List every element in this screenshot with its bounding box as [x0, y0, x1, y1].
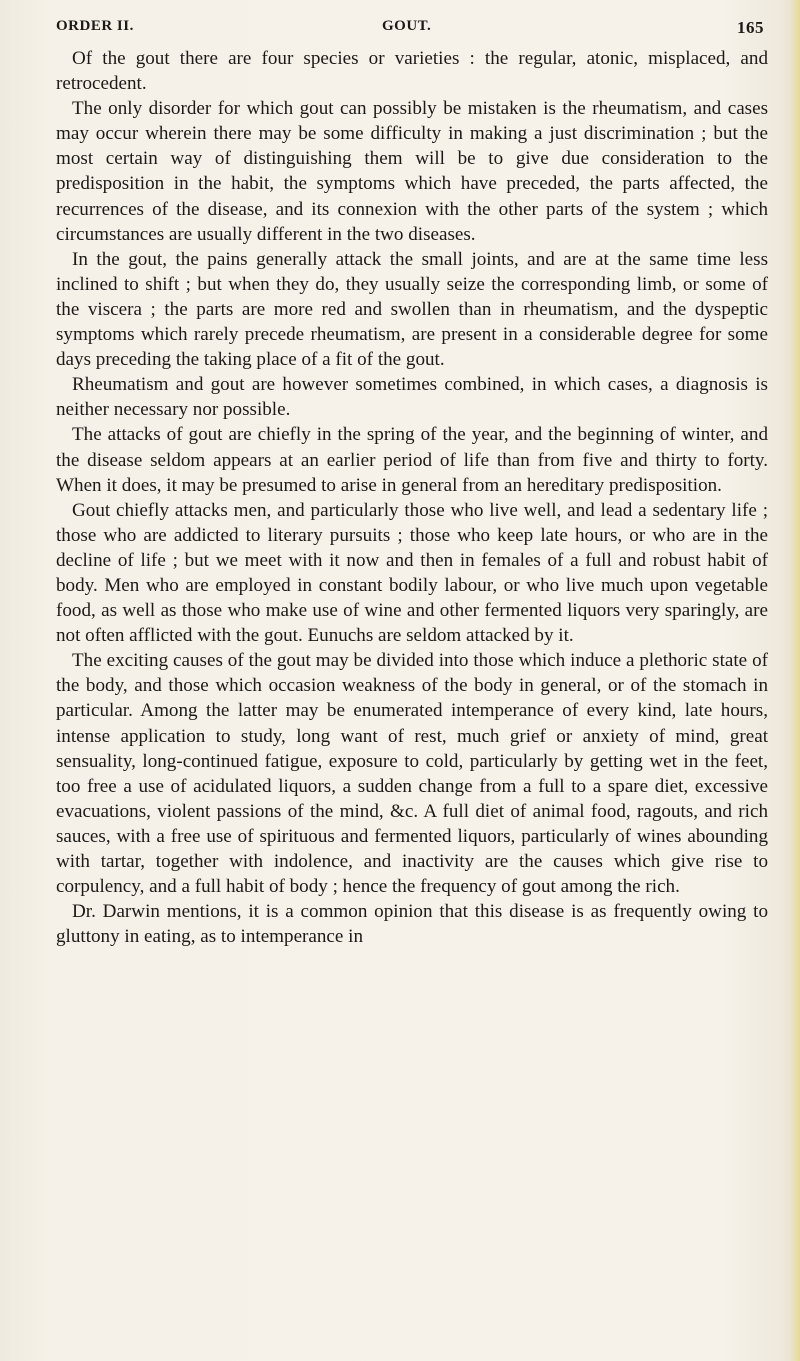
paragraph-darwin: Dr. Darwin mentions, it is a common opinion that this disease is as frequently owing to gluttony in eating, as to intemperance in: [56, 901, 768, 948]
paragraph-species: Of the gout there are four species or varieties : the regular, atonic, misplaced, and retrocedent.: [56, 48, 768, 95]
page-edge: [782, 0, 800, 1361]
paragraph-diagnosis: The only disorder for which gout can possibly be mistaken is the rheumatism, and cases may occur wherein there may be some difficulty in making a just discrimination ; but the most certain way of distinguishing them will be to give due consideration to the predisposition in the habit, the symptoms which have preceded, the parts affected, the recurrences of the disease, and its connexion with the other parts of the system ; which circumstances are usually different in the two diseases.: [56, 98, 768, 245]
paragraph-attacks: The attacks of gout are chiefly in the spring of the year, and the beginning of winter, and the disease seldom appears at an earlier period of life than from five and thirty to forty. When it does, it may be presumed to arise in general from an hereditary predisposition.: [56, 424, 768, 496]
header-title: GOUT.: [382, 18, 432, 34]
page-number: 165: [737, 18, 764, 37]
body-text: [56, 46, 768, 949]
paragraph-combined: Rheumatism and gout are however sometimes combined, in which cases, a diagnosis is neither necessary nor possible.: [56, 374, 768, 421]
running-header: [56, 18, 764, 42]
paragraph-causes: The exciting causes of the gout may be divided into those which induce a plethoric state of the body, and those which occasion weakness of the body in general, or of the stomach in particular. Among the latter may be enumerated intemperance of every kind, late hours, intense application to study, long want of rest, much grief or anxiety of mind, great sensuality, long-continued fatigue, exposure to cold, particularly by getting wet in the feet, too free a use of acidulated liquors, a sudden change from a full to a spare diet, excessive evacuations, violent passions of the mind, &c. A full diet of animal food, ragouts, and rich sauces, with a free use of spirituous and fermented liquors, particularly of wines abounding with tartar, together with indolence, and inactivity are the causes which give rise to corpulency, and a full habit of body ; hence the frequency of gout among the rich.: [56, 650, 768, 898]
paragraph-who: Gout chiefly attacks men, and particularly those who live well, and lead a sedentary life ; those who are addicted to literary pursuits ; those who keep late hours, or who are in the decline of life ; but we meet with it now and then in females of a full and robust habit of body. Men who are employed in constant bodily labour, or who live much upon vegetable food, as well as those who make use of wine and other fermented liquors very sparingly, are not often afflicted with the gout. Eunuchs are seldom attacked by it.: [56, 499, 768, 647]
paragraph-symptoms: In the gout, the pains generally attack the small joints, and are at the same time less inclined to shift ; but when they do, they usually seize the corresponding limb, or some of the viscera ; the parts are more red and swollen than in rheumatism, and the dyspeptic symptoms which rarely precede rheumatism, are present in a considerable degree for some days preceding the taking place of a fit of the gout.: [56, 248, 768, 371]
header-section: ORDER II.: [56, 18, 134, 34]
